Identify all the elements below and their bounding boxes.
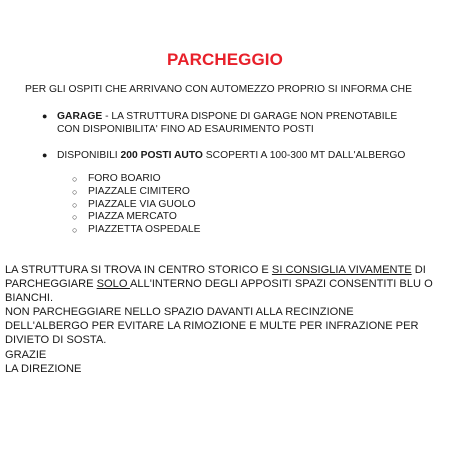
list-item-garage	[42, 110, 414, 136]
notice-text-segment: DI PARCHEGGIARE	[5, 264, 426, 290]
notice-paragraph-historic-center	[5, 263, 435, 305]
list-item	[72, 224, 201, 237]
notice-paragraph-no-parking: NON PARCHEGGIARE NELLO SPAZIO DAVANTI ALLA RECINZIONE DELL'ALBERGO PER EVITARE LA RIMOZIONE E MULTE PER INFRAZIONE PER DIVIETO DI SOSTA.	[5, 306, 419, 346]
list-item-outdoor-spots	[42, 149, 414, 162]
signature-text: LA DIREZIONE	[5, 363, 82, 375]
list-item	[72, 211, 201, 224]
notice-text-segment: ALL'INTERNO DEGLI APPOSITI SPAZI CONSENTITI BLU O BIANCHI.	[5, 278, 433, 304]
list-item	[72, 173, 201, 186]
intro-text: PER GLI OSPITI CHE ARRIVANO CON AUTOMEZZO PROPRIO SI INFORMA CHE	[25, 84, 412, 95]
notice-text-segment: LA STRUTTURA SI TROVA IN CENTRO STORICO E	[5, 264, 272, 276]
location-name: FORO BOARIO	[88, 173, 161, 184]
bullet-icon: ●	[42, 111, 48, 121]
circle-bullet-icon: ○	[72, 212, 78, 223]
emphasis-recommend: SI CONSIGLIA VIVAMENTE	[271, 264, 412, 276]
bullet-icon: ●	[42, 150, 48, 160]
outdoor-description: SCOPERTI A 100-300 MT DALL'ALBERGO	[202, 150, 406, 161]
location-name: PIAZZALE CIMITERO	[88, 185, 190, 197]
list-item	[72, 199, 201, 212]
circle-bullet-icon: ○	[72, 225, 78, 236]
circle-bullet-icon: ○	[72, 174, 78, 184]
thanks-text: GRAZIE	[5, 349, 47, 361]
location-name: PIAZZETTA OSPEDALE	[88, 224, 201, 236]
outdoor-prefix: DISPONIBILI	[57, 150, 121, 161]
closing	[5, 348, 81, 376]
location-name: PIAZZALE VIA GUOLO	[88, 198, 196, 210]
parking-options-list	[42, 110, 414, 175]
emphasis-only: SOLO	[96, 278, 130, 290]
circle-bullet-icon: ○	[72, 186, 78, 197]
location-name: PIAZZA MERCATO	[88, 211, 177, 223]
parking-locations-list	[72, 173, 201, 237]
notice-text	[5, 263, 435, 347]
outdoor-spots-count: 200 POSTI AUTO	[120, 150, 203, 161]
garage-label: GARAGE	[57, 111, 103, 122]
circle-bullet-icon: ○	[72, 199, 78, 210]
list-item	[72, 186, 201, 199]
garage-description: - LA STRUTTURA DISPONE DI GARAGE NON PRENOTABILE CON DISPONIBILITA' FINO AD ESAURIMENTO POSTI	[57, 111, 398, 135]
page-title: PARCHEGGIO	[167, 50, 283, 69]
